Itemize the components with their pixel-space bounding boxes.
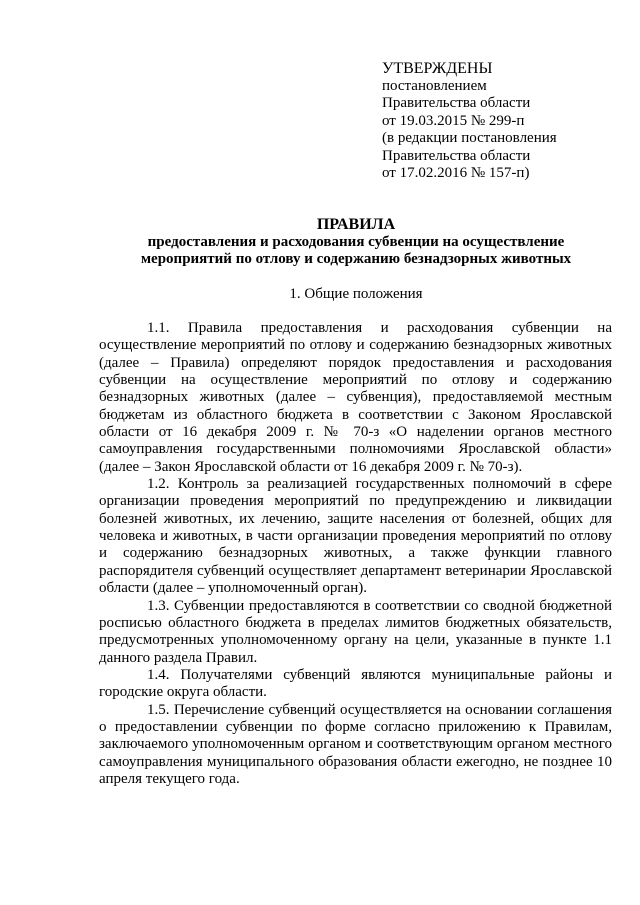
document-subtitle-line: предоставления и расходования субвенции на осуществление [147, 234, 565, 250]
document-subtitle-line: мероприятий по отлову и содержанию безнадзорных животных [140, 251, 572, 268]
paragraph-1-1: 1.1. Правила предоставления и расходования субвенции на осуществление мероприятий по отлову и содержанию безнадзорных животных (далее – Правила) определяют порядок предоставления и расходования субвенции на осуществление мероприятий по отлову и содержанию безнадзорных животных (далее – субвенция), предоставляемой местным бюджетам из областного бюджета в соответствии с Законом Ярославской области от 16 декабря 2009 г. № 70-з «О наделении органов местного самоуправления государственными полномочиями Ярославской области» (далее – Закон Ярославской области от 16 декабря 2009 г. № 70-з). [99, 320, 612, 475]
paragraph-1-5: 1.5. Перечисление субвенций осуществляется на основании соглашения о предоставлении субвенции по форме согласно приложению к Правилам, заключаемого уполномоченным органом и соответствующим органом местного самоуправления муниципального образования области ежегодно, не позднее 10 апреля текущего года. [99, 701, 612, 787]
approval-line: (в редакции постановления [382, 130, 557, 147]
document-title: ПРАВИЛА [316, 216, 396, 233]
document-body [99, 320, 612, 788]
approval-block [382, 60, 622, 182]
approval-line: от 17.02.2016 № 157-п) [382, 165, 530, 182]
paragraph-1-2: 1.2. Контроль за реализацией государственных полномочий в сфере организации проведения мероприятий по предупреждению и ликвидации болезней животных, их лечению, защите населения от болезней, общих для человека и животных, в части организации проведения мероприятий по отлову и содержанию безнадзорных животных, а также функции главного распорядителя субвенций осуществляет департамент ветеринарии Ярославской области (далее – уполномоченный орган). [99, 476, 612, 597]
paragraph-1-4: 1.4. Получателями субвенций являются муниципальные районы и городские округа области. [99, 666, 612, 701]
approval-line: от 19.03.2015 № 299-п [382, 112, 525, 129]
approval-line: Правительства области [382, 95, 531, 112]
paragraph-1-3: 1.3. Субвенции предоставляются в соответствии со сводной бюджетной росписью областного бюджета в пределах лимитов бюджетных обязательств, предусмотренных уполномоченному органу на цели, указанные в пункте 1.1 данного раздела Правил. [99, 597, 612, 666]
section-heading: 1. Общие положения [289, 286, 423, 302]
document-title-block [100, 216, 612, 269]
approval-heading: УТВЕРЖДЕНЫ [382, 60, 493, 77]
approval-line: постановлением [382, 78, 487, 94]
approval-line: Правительства области [382, 147, 531, 164]
